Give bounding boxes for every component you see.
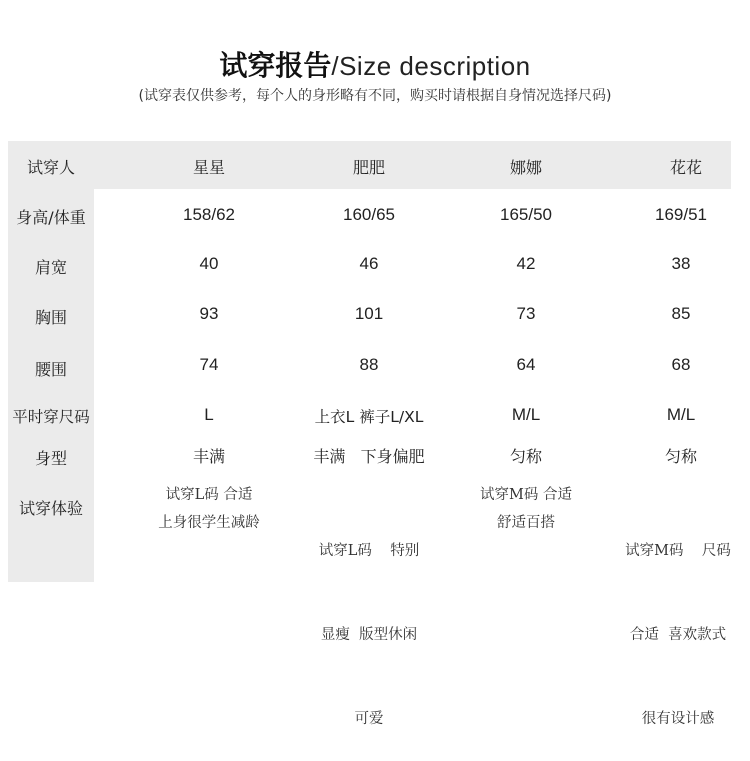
experience-line: 舒适百搭 — [497, 515, 555, 531]
table-cell: 74 — [199, 355, 219, 374]
table-cell: 丰满 下身偏肥 — [313, 447, 425, 466]
experience-line: 合适 喜欢款式 — [629, 627, 727, 643]
table-cell: 匀称 — [509, 447, 542, 466]
table-cell: 匀称 — [664, 447, 697, 466]
title-chinese: 试穿报告 — [219, 49, 332, 82]
row-label: 平时穿尺码 — [12, 408, 90, 426]
row-label: 身高/体重 — [16, 208, 86, 227]
table-label-column — [8, 189, 94, 582]
table-cell: 169/51 — [655, 205, 707, 224]
table-cell: 93 — [199, 304, 219, 323]
table-cell: 101 — [354, 304, 384, 323]
table-cell: M/L — [511, 405, 541, 424]
experience-line: 上身很学生减龄 — [158, 515, 260, 531]
table-cell: M/L — [666, 405, 696, 424]
table-cell: 38 — [671, 254, 691, 273]
table-cell: 158/62 — [183, 205, 235, 224]
row-label: 身型 — [34, 449, 67, 468]
table-cell: 40 — [199, 254, 219, 273]
table-cell: 46 — [359, 254, 379, 273]
table-cell: 73 — [516, 304, 536, 323]
experience-line: 试穿L码 特别 — [318, 543, 420, 559]
experience-cell — [446, 481, 606, 537]
table-cell: 88 — [359, 355, 379, 374]
table-cell: 85 — [671, 304, 691, 323]
experience-line: 试穿M码 合适 — [480, 487, 572, 503]
table-cell: 68 — [671, 355, 691, 374]
table-cell: 160/65 — [343, 205, 395, 224]
row-label: 胸围 — [34, 308, 67, 327]
table-cell: 165/50 — [500, 205, 552, 224]
person-name: 星星 — [192, 158, 225, 177]
page-subtitle: (试穿表仅供参考，每个人的身形略有不同，购买时请根据自身情况选择尺码) — [138, 88, 612, 104]
table-cell: L — [204, 405, 214, 424]
table-cell: 64 — [516, 355, 536, 374]
person-name: 肥肥 — [352, 158, 385, 177]
experience-line: 可爱 — [354, 711, 384, 727]
header-label: 试穿人 — [26, 158, 75, 177]
experience-line: 显瘦 版型休闲 — [320, 627, 418, 643]
title-separator: / — [331, 51, 340, 81]
experience-cell — [289, 481, 449, 761]
table-cell: 42 — [516, 254, 536, 273]
table-cell: 丰满 — [192, 447, 225, 466]
person-name: 娜娜 — [509, 158, 542, 177]
experience-cell — [129, 481, 289, 537]
experience-line: 很有设计感 — [641, 711, 715, 727]
experience-cell — [604, 481, 750, 761]
row-label: 肩宽 — [34, 258, 67, 277]
row-label: 试穿体验 — [18, 499, 83, 518]
table-cell: 上衣L 裤子L/XL — [314, 408, 424, 426]
person-name: 花花 — [669, 158, 702, 177]
row-label: 腰围 — [34, 360, 67, 379]
title-english: Size description — [339, 51, 531, 81]
experience-line: 试穿L码 合适 — [165, 487, 253, 503]
experience-line: 试穿M码 尺码 — [625, 543, 731, 559]
